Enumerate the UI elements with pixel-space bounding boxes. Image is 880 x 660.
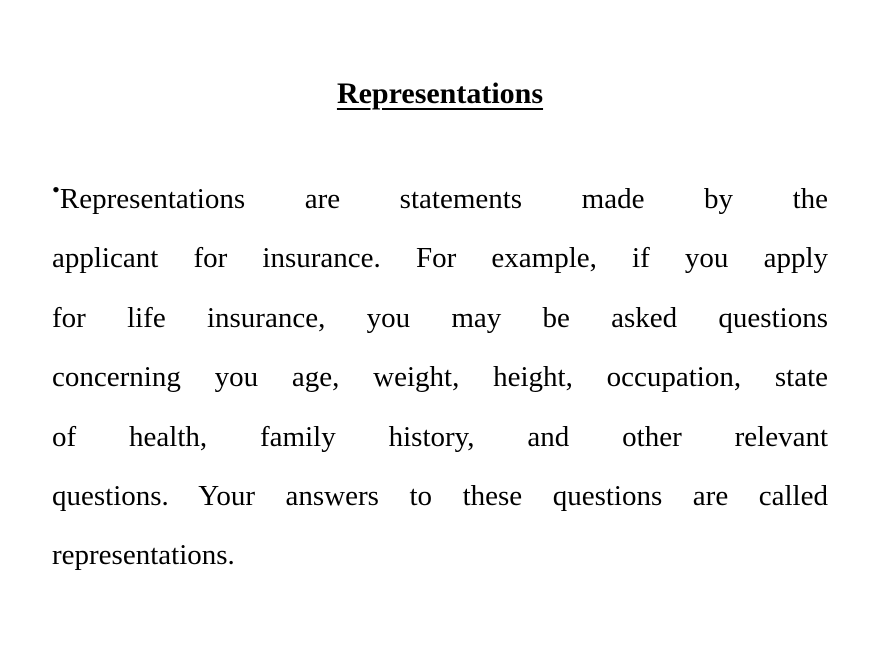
paragraph-line-6: questions. Your answers to these questions are called [52, 480, 828, 513]
paragraph-line-1: •Representations are statements made by the [52, 176, 828, 215]
paragraph-line-1-text: Representations are statements made by the [59, 183, 828, 215]
slide-title [0, 76, 880, 112]
paragraph-line-7: representations. [52, 539, 235, 572]
paragraph-line-4: concerning you age, weight, height, occupation, state [52, 361, 828, 394]
slide-title-text: Representations [336, 77, 544, 110]
bullet-paragraph [52, 170, 828, 586]
paragraph-line-5: of health, family history, and other relevant [52, 420, 828, 453]
paragraph-line-2: applicant for insurance. For example, if you apply [52, 242, 828, 275]
paragraph-line-3: for life insurance, you may be asked questions [52, 301, 828, 334]
